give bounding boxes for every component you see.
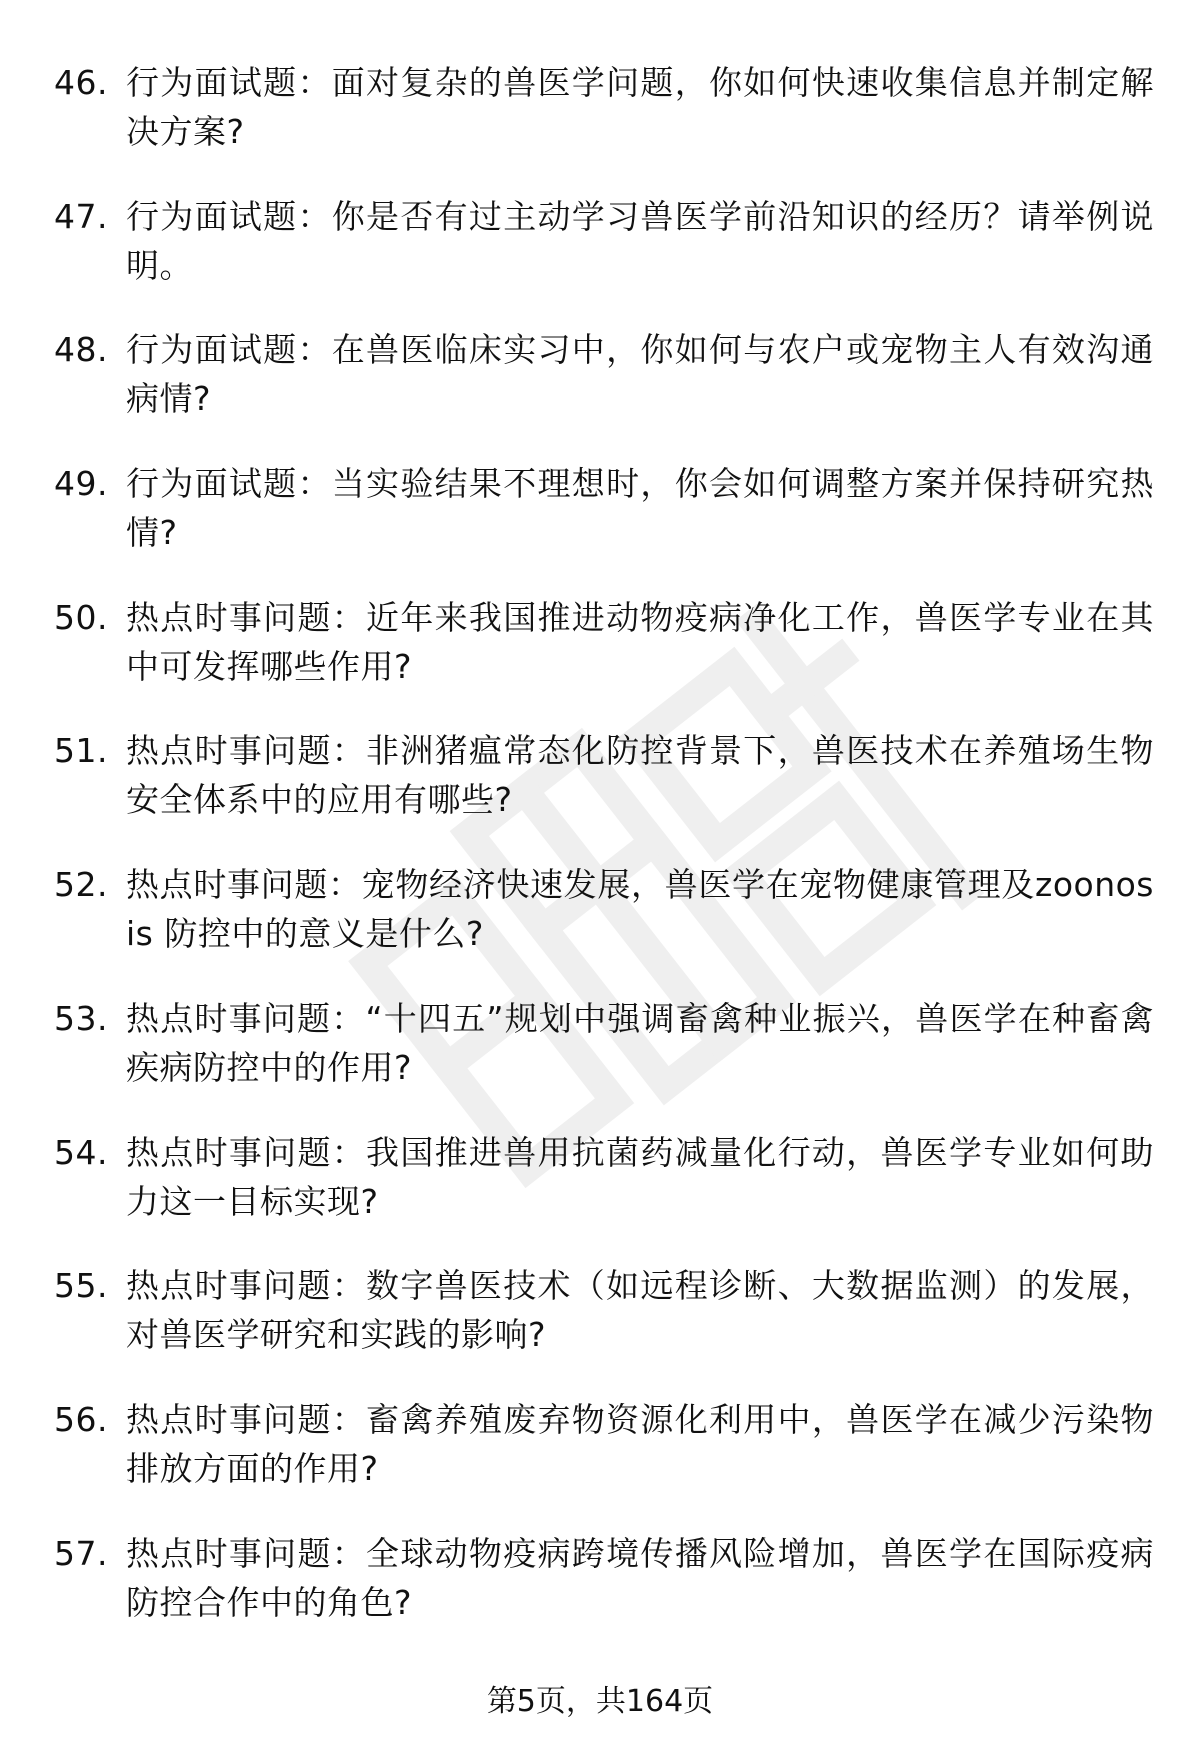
question-number: 51.	[54, 731, 108, 771]
question-text: 热点时事问题：畜禽养殖废弃物资源化利用中，兽医学在减少污染物排放方面的作用?	[126, 1399, 1154, 1488]
question-text: 行为面试题：面对复杂的兽医学问题，你如何快速收集信息并制定解决方案?	[126, 63, 1154, 151]
list-item	[54, 1261, 1154, 1359]
question-list	[54, 58, 1154, 1662]
page-number-footer: 第5页，共164页	[486, 1684, 714, 1719]
question-text: 热点时事问题：“十四五”规划中强调畜禽种业振兴，兽医学在种畜禽疾病防控中的作用?	[126, 998, 1154, 1087]
list-item	[54, 994, 1154, 1092]
list-item	[54, 1529, 1154, 1627]
question-number: 46.	[54, 63, 108, 102]
list-item	[54, 58, 1154, 156]
question-number: 53.	[54, 998, 108, 1038]
list-item	[54, 1395, 1154, 1493]
list-item	[54, 192, 1154, 290]
question-text: 行为面试题：当实验结果不理想时，你会如何调整方案并保持研究热情?	[126, 464, 1154, 553]
question-number: 54.	[54, 1132, 108, 1172]
list-item	[54, 726, 1154, 824]
question-number: 50.	[54, 597, 108, 637]
question-text: 行为面试题：在兽医临床实习中，你如何与农户或宠物主人有效沟通病情?	[126, 330, 1154, 419]
question-number: 48.	[54, 330, 108, 370]
question-number: 47.	[54, 196, 108, 236]
question-text: 热点时事问题：宠物经济快速发展，兽医学在宠物健康管理及zoonosis 防控中的意义是什么?	[126, 865, 1154, 954]
list-item	[54, 325, 1154, 423]
question-number: 55.	[54, 1266, 108, 1306]
list-item	[54, 1128, 1154, 1226]
question-text: 热点时事问题：近年来我国推进动物疫病净化工作，兽医学专业在其中可发挥哪些作用?	[126, 597, 1154, 686]
question-text: 热点时事问题：全球动物疫病跨境传播风险增加，兽医学在国际疫病防控合作中的角色?	[126, 1533, 1154, 1622]
question-text: 行为面试题：你是否有过主动学习兽医学前沿知识的经历？请举例说明。	[126, 196, 1154, 285]
question-text: 热点时事问题：非洲猪瘟常态化防控背景下，兽医技术在养殖场生物安全体系中的应用有哪些?	[126, 731, 1154, 820]
list-item	[54, 459, 1154, 557]
question-number: 57.	[54, 1533, 108, 1573]
question-text: 热点时事问题：数字兽医技术（如远程诊断、大数据监测）的发展，对兽医学研究和实践的影响?	[126, 1266, 1154, 1355]
question-number: 49.	[54, 464, 108, 504]
question-text: 热点时事问题：我国推进兽用抗菌药减量化行动，兽医学专业如何助力这一目标实现?	[126, 1132, 1154, 1221]
question-number: 52.	[54, 865, 108, 905]
list-item	[54, 593, 1154, 691]
list-item	[54, 860, 1154, 958]
question-number: 56.	[54, 1399, 108, 1439]
